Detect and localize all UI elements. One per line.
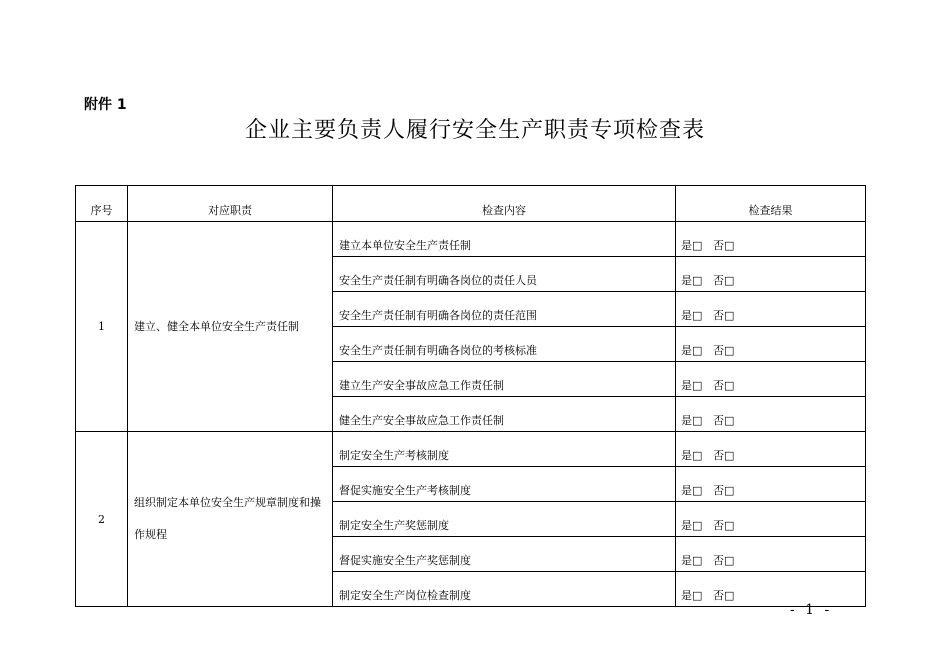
result-no-checkbox[interactable]: 否□ (713, 239, 735, 252)
check-item-cell: 督促实施安全生产奖惩制度 (333, 537, 676, 572)
result-cell (676, 432, 866, 467)
result-no-checkbox[interactable]: 否□ (713, 589, 735, 602)
header-duty: 对应职责 (128, 186, 333, 222)
result-yes-checkbox[interactable]: 是□ (681, 274, 703, 287)
inspection-table (75, 185, 866, 607)
check-item-cell: 制定安全生产考核制度 (333, 432, 676, 467)
header-result: 检查结果 (676, 186, 866, 222)
result-cell (676, 572, 866, 607)
table-row (76, 432, 866, 467)
result-no-checkbox[interactable]: 否□ (713, 554, 735, 567)
result-no-checkbox[interactable]: 否□ (713, 344, 735, 357)
result-cell (676, 502, 866, 537)
result-cell (676, 537, 866, 572)
result-cell (676, 467, 866, 502)
check-item-cell: 督促实施安全生产考核制度 (333, 467, 676, 502)
duty-cell: 建立、健全本单位安全生产责任制 (128, 222, 333, 432)
check-item-cell: 建立本单位安全生产责任制 (333, 222, 676, 257)
result-no-checkbox[interactable]: 否□ (713, 309, 735, 322)
header-seq: 序号 (76, 186, 128, 222)
check-item-cell: 健全生产安全事故应急工作责任制 (333, 397, 676, 432)
result-yes-checkbox[interactable]: 是□ (681, 519, 703, 532)
result-cell (676, 397, 866, 432)
result-no-checkbox[interactable]: 否□ (713, 379, 735, 392)
table-header-row (76, 186, 866, 222)
result-cell (676, 362, 866, 397)
result-cell (676, 257, 866, 292)
page-number: - 1 - (790, 602, 833, 618)
check-item-cell: 制定安全生产奖惩制度 (333, 502, 676, 537)
result-no-checkbox[interactable]: 否□ (713, 484, 735, 497)
result-yes-checkbox[interactable]: 是□ (681, 589, 703, 602)
result-cell (676, 327, 866, 362)
document-title: 企业主要负责人履行安全生产职责专项检查表 (244, 118, 705, 143)
result-yes-checkbox[interactable]: 是□ (681, 344, 703, 357)
header-content: 检查内容 (333, 186, 676, 222)
table-row (76, 222, 866, 257)
result-yes-checkbox[interactable]: 是□ (681, 414, 703, 427)
result-yes-checkbox[interactable]: 是□ (681, 484, 703, 497)
check-item-cell: 安全生产责任制有明确各岗位的考核标准 (333, 327, 676, 362)
result-yes-checkbox[interactable]: 是□ (681, 554, 703, 567)
result-yes-checkbox[interactable]: 是□ (681, 309, 703, 322)
result-yes-checkbox[interactable]: 是□ (681, 449, 703, 462)
seq-cell: 2 (76, 432, 128, 607)
table-body (76, 222, 866, 607)
result-cell (676, 222, 866, 257)
duty-cell: 组织制定本单位安全生产规章制度和操作规程 (128, 432, 333, 607)
check-item-cell: 制定安全生产岗位检查制度 (333, 572, 676, 607)
result-no-checkbox[interactable]: 否□ (713, 449, 735, 462)
seq-cell: 1 (76, 222, 128, 432)
result-no-checkbox[interactable]: 否□ (713, 274, 735, 287)
check-item-cell: 建立生产安全事故应急工作责任制 (333, 362, 676, 397)
check-item-cell: 安全生产责任制有明确各岗位的责任范围 (333, 292, 676, 327)
result-no-checkbox[interactable]: 否□ (713, 519, 735, 532)
result-cell (676, 292, 866, 327)
result-yes-checkbox[interactable]: 是□ (681, 379, 703, 392)
attachment-label: 附件 1 (84, 97, 127, 113)
result-yes-checkbox[interactable]: 是□ (681, 239, 703, 252)
check-item-cell: 安全生产责任制有明确各岗位的责任人员 (333, 257, 676, 292)
result-no-checkbox[interactable]: 否□ (713, 414, 735, 427)
